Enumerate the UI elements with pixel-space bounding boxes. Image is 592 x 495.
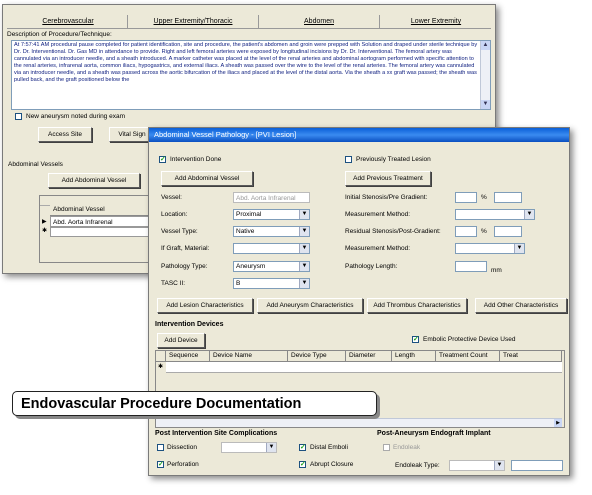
- row-indicator-icon: ▶: [42, 219, 47, 225]
- description-textarea[interactable]: [11, 40, 491, 110]
- dissection-select[interactable]: [221, 442, 277, 453]
- add-device-button[interactable]: Add Device: [157, 333, 205, 348]
- initial-stenosis-label: Initial Stenosis/Pre Gradient:: [345, 194, 428, 201]
- add-aneurysm-characteristics-button[interactable]: Add Aneurysm Characteristics: [257, 298, 363, 313]
- distal-emboli-label: Distal Emboli: [310, 444, 348, 451]
- tab-upper-extremity[interactable]: Upper Extremity/Thoracic: [128, 15, 259, 28]
- abrupt-closure-label: Abrupt Closure: [310, 461, 354, 468]
- embolic-protective-checkbox[interactable]: ✓: [413, 336, 419, 343]
- new-row[interactable]: [50, 227, 150, 237]
- new-aneurysm-label: New aneurysm noted during exam: [26, 113, 125, 120]
- previously-treated-label: Previously Treated Lesion: [356, 156, 431, 163]
- add-abdominal-vessel-dialog-button[interactable]: Add Abdominal Vessel: [161, 171, 253, 186]
- location-label: Location:: [161, 211, 188, 218]
- chevron-down-icon[interactable]: ▼: [299, 227, 309, 236]
- endoleak-type-label: Endoleak Type:: [395, 462, 440, 469]
- access-site-button[interactable]: Access Site: [38, 127, 92, 142]
- mm-label: mm: [491, 267, 502, 274]
- measurement-method-2-label: Measurement Method:: [345, 245, 411, 252]
- intervention-devices-heading: Intervention Devices: [155, 321, 224, 328]
- col-length: Length: [392, 351, 436, 362]
- pathology-length-input[interactable]: [455, 261, 487, 272]
- graft-material-select[interactable]: [233, 243, 310, 254]
- percent-label-2: %: [481, 228, 487, 235]
- add-lesion-characteristics-button[interactable]: Add Lesion Characteristics: [157, 298, 253, 313]
- residual-stenosis-label: Residual Stenosis/Post-Gradient:: [345, 228, 441, 235]
- col-device-type: Device Type: [288, 351, 346, 362]
- scroll-down-icon[interactable]: ▼: [482, 101, 489, 107]
- tab-lower-extremity[interactable]: Lower Extremity: [410, 18, 462, 25]
- location-value: Proximal: [236, 211, 262, 218]
- description-scrollbar[interactable]: [480, 41, 490, 109]
- vessel-field: Abd. Aorta Infrarenal: [233, 192, 310, 203]
- col-diameter: Diameter: [346, 351, 392, 362]
- vital-signs-button[interactable]: Vital Sign: [109, 127, 155, 142]
- tasc-label: TASC II:: [161, 280, 186, 287]
- measurement-method-2-select[interactable]: [455, 243, 525, 254]
- tab-cerebrovascular[interactable]: Cerebrovascular: [9, 15, 128, 28]
- add-other-characteristics-button[interactable]: Add Other Characteristics: [475, 298, 567, 313]
- chevron-down-icon[interactable]: ▼: [299, 210, 309, 219]
- measurement-method-label: Measurement Method:: [345, 211, 411, 218]
- col-treatment-count: Treatment Count: [436, 351, 500, 362]
- post-complications-heading: Post Intervention Site Complications: [155, 430, 278, 437]
- chevron-down-icon[interactable]: ▼: [524, 210, 534, 219]
- scroll-up-icon[interactable]: ▲: [482, 42, 489, 48]
- abrupt-closure-checkbox[interactable]: ✓: [300, 461, 306, 468]
- new-device-row[interactable]: [166, 362, 562, 373]
- abdominal-vessels-label: Abdominal Vessels: [8, 161, 63, 168]
- vessel-type-select[interactable]: [233, 226, 310, 237]
- endoleak-checkbox[interactable]: [383, 444, 390, 451]
- initial-stenosis-input[interactable]: [455, 192, 477, 203]
- tasc-value: B: [236, 280, 241, 287]
- intervention-done-checkbox[interactable]: ✓: [160, 156, 166, 163]
- endoleak-type-select[interactable]: [449, 460, 505, 471]
- col-treat: Treat: [500, 351, 562, 362]
- caption-banner: Endovascular Procedure Documentation: [12, 391, 377, 416]
- col-sequence: Sequence: [166, 351, 210, 362]
- vessel-pathology-dialog: [148, 127, 570, 476]
- distal-emboli-checkbox[interactable]: ✓: [300, 444, 306, 451]
- location-select[interactable]: [233, 209, 310, 220]
- tab-abdomen[interactable]: Abdomen: [259, 15, 380, 28]
- percent-label: %: [481, 194, 487, 201]
- endoleak-label: Endoleak: [393, 444, 421, 451]
- residual-stenosis-input[interactable]: [455, 226, 477, 237]
- dialog-title: Abdominal Vessel Pathology - [PVI Lesion]: [149, 128, 569, 142]
- add-abdominal-vessel-button[interactable]: Add Abdominal Vessel: [48, 173, 140, 188]
- perforation-checkbox[interactable]: ✓: [158, 461, 164, 468]
- endoleak-type-input[interactable]: [511, 460, 563, 471]
- post-gradient-input[interactable]: [494, 226, 522, 237]
- new-device-row-icon: ✱: [158, 364, 164, 370]
- chevron-down-icon[interactable]: ▼: [266, 443, 276, 452]
- measurement-method-select[interactable]: [455, 209, 535, 220]
- chevron-down-icon[interactable]: ▼: [514, 244, 524, 253]
- add-previous-treatment-button[interactable]: Add Previous Treatment: [345, 171, 431, 186]
- previously-treated-checkbox[interactable]: [345, 156, 352, 163]
- chevron-down-icon[interactable]: ▼: [299, 279, 309, 288]
- add-thrombus-characteristics-button[interactable]: Add Thrombus Characteristics: [367, 298, 467, 313]
- embolic-protective-label: Embolic Protective Device Used: [423, 336, 516, 343]
- new-aneurysm-checkbox[interactable]: [15, 113, 22, 120]
- description-text: At 7:57:41 AM procedural pause completed for patient identification, site and procedure, the patient's abdomen and groin were prepped with Solution and draped under sterile technique by Dr. Dr. Interventional. Dr. Gas MD in attendance to provide. Right and left femoral arteries were exposed by longitudinal incisions by Dr. Dr. Interventional. The femoral artery was cannulated via an introducer needle, and a sheath introduced. A marker catheter was placed at the level of the renal arteries and abdominal aortogram performed with specific attention to the renal arteries, infrarenal aorta, common iliacs, hypogastrics, and external iliacs. A sheath was passed over the wire to the level of the renal arteries. The femoral artery was cannulated via an introducer needle, and a sheath was passed across the aortic bifurcation of the iliacs and placed at the level of the distal aorta. Via the sheath a xx graft was passed; the sheath was pulled back, and the graft positioned below the: [14, 42, 478, 83]
- graft-material-label: If Graft, Material:: [161, 245, 210, 252]
- new-row-icon: ✱: [42, 228, 48, 234]
- scroll-right-icon[interactable]: ▶: [554, 419, 562, 427]
- vessel-grid-header: Abdominal Vessel: [50, 205, 150, 216]
- chevron-down-icon[interactable]: ▼: [299, 262, 309, 271]
- device-grid-scrollbar[interactable]: [156, 418, 562, 427]
- pathology-type-select[interactable]: [233, 261, 310, 272]
- device-grid-corner: [156, 351, 166, 362]
- post-aneurysm-heading: Post-Aneurysm Endograft Implant: [377, 430, 491, 437]
- pathology-type-value: Aneurysm: [236, 263, 266, 270]
- pre-gradient-input[interactable]: [494, 192, 522, 203]
- dissection-label: Dissection: [167, 444, 197, 451]
- chevron-down-icon[interactable]: ▼: [299, 244, 309, 253]
- description-label: Description of Procedure/Technique:: [7, 31, 112, 38]
- tasc-select[interactable]: [233, 278, 310, 289]
- tab-divider: [7, 28, 491, 29]
- chevron-down-icon[interactable]: ▼: [494, 461, 504, 470]
- intervention-done-label: Intervention Done: [170, 156, 222, 163]
- col-device-name: Device Name: [210, 351, 288, 362]
- pathology-type-label: Pathology Type:: [161, 263, 208, 270]
- vessel-grid-row[interactable]: Abd. Aorta Infrarenal: [50, 216, 150, 227]
- dissection-checkbox[interactable]: [157, 444, 164, 451]
- vessel-type-label: Vessel Type:: [161, 228, 198, 235]
- pathology-length-label: Pathology Length:: [345, 263, 398, 270]
- vessel-type-value: Native: [236, 228, 255, 235]
- vessel-label: Vessel:: [161, 194, 182, 201]
- perforation-label: Perforation: [167, 461, 199, 468]
- vessel-grid: [39, 195, 151, 263]
